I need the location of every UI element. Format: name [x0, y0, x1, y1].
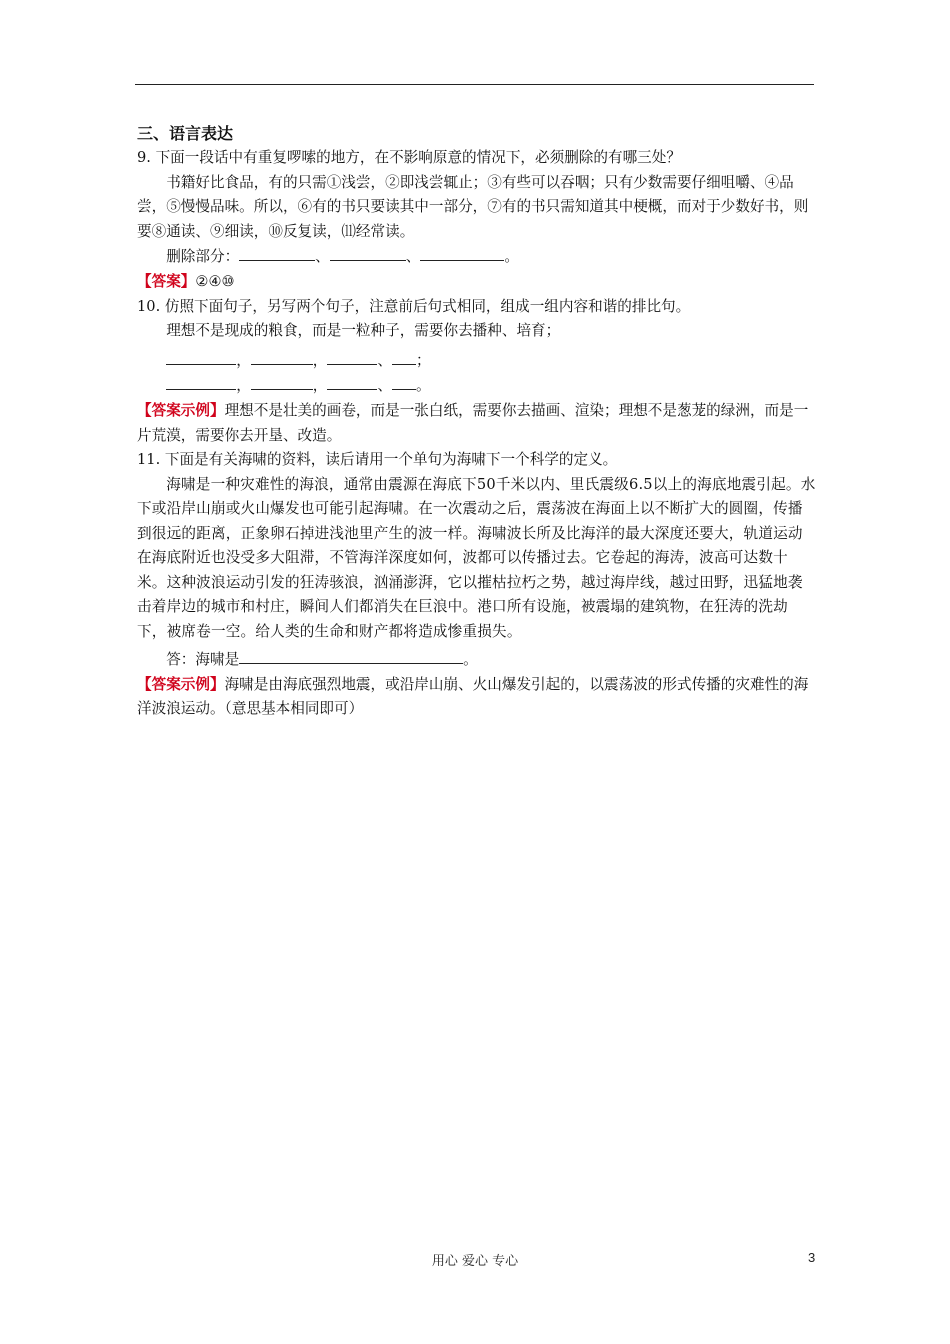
q10-fill-line-1 — [137, 348, 817, 374]
q10-blank[interactable] — [392, 348, 416, 365]
dun-mark: 、 — [377, 377, 393, 395]
q9-answer — [137, 270, 817, 295]
q10-example: 理想不是现成的粮食，而是一粒种子，需要你去播种、培育； — [166, 322, 561, 340]
q10-blank[interactable] — [251, 373, 313, 390]
q11-answer — [137, 673, 817, 722]
q11-passage: 海啸是一种灾难性的海浪，通常由震源在海底下50千米以内、里氏震级6.5以上的海底地震引起。水下或沿岸山崩或火山爆发也可能引起海啸。在一次震动之后，震荡波在海面上以不断扩大的圆圈，传播到很远的距离，正象卵石掉进浅池里产生的波一样。海啸波长所及比海洋的最大深度还要大，轨道运动在海底附近也没受多大阻滞，不管海洋深度如何，波都可以传播过去。它卷起的海涛，波高可达数十米。这种波浪运动引发的狂涛骇浪，汹涌澎湃，它以摧枯拉朽之势，越过海岸线，越过田野，迅猛地袭击着岸边的城市和村庄，瞬间人们都消失在巨浪中。港口所有设施，被震塌的建筑物，在狂涛的洗劫下，被席卷一空。给人类的生命和财产都将造成惨重损失。 — [137, 475, 816, 640]
q9-question: 9. 下面一段话中有重复啰嗦的地方，在不影响原意的情况下，必须删除的有哪三处？ — [137, 149, 681, 166]
q11-answer-text: 海啸是由海底强烈地震，或沿岸山崩、火山爆发引起的，以震荡波的形式传播的灾难性的海洋波浪运动。（意思基本相同即可） — [137, 675, 809, 718]
q10-fill-line-2 — [137, 373, 817, 399]
q10-blank[interactable] — [166, 348, 236, 365]
q10-blank[interactable] — [166, 373, 236, 390]
q11-blank[interactable] — [239, 647, 463, 664]
page-content — [137, 122, 817, 722]
q9-fill-line — [137, 244, 817, 270]
period: 。 — [416, 377, 431, 395]
section-title: 三、语言表达 — [137, 124, 234, 143]
q10-answer — [137, 399, 817, 448]
dun-mark: 、 — [377, 351, 393, 369]
page-number: 3 — [808, 1250, 816, 1265]
q11-question: 11. 下面是有关海啸的资料，读后请用一个单句为海啸下一个科学的定义。 — [137, 451, 618, 469]
q11-fill-line — [137, 647, 817, 673]
q9-passage: 书籍好比食品，有的只需①浅尝，②即浅尝辄止；③有些可以吞咽；只有少数需要仔细咀嚼、④品尝，⑤慢慢品味。所以，⑥有的书只要读其中一部分，⑦有的书只需知道其中梗概，而对于少数好书，则要⑧通读、⑨细读，⑩反复读，⑾经常读。 — [137, 173, 809, 240]
q10-blank[interactable] — [327, 348, 377, 365]
q10-question: 10. 仿照下面句子，另写两个句子，注意前后句式相同，组成一组内容和谐的排比句。 — [137, 297, 691, 315]
answer-tag: 【答案示例】 — [137, 675, 225, 693]
semicolon: ； — [416, 351, 431, 369]
q9-fill-label: 删除部分： — [166, 248, 240, 266]
answer-tag: 【答案示例】 — [137, 401, 225, 419]
period: 。 — [504, 248, 519, 266]
q10-answer-text: 理想不是壮美的画卷，而是一张白纸，需要你去描画、渲染；理想不是葱茏的绿洲，而是一片荒漠，需要你去开垦、改造。 — [137, 401, 809, 444]
separator: 、 — [315, 248, 330, 266]
period: 。 — [463, 651, 478, 669]
q10-blank[interactable] — [392, 373, 416, 390]
separator: 、 — [405, 248, 421, 266]
comma: ， — [312, 351, 328, 369]
q10-blank[interactable] — [327, 373, 377, 390]
q9-blank-2[interactable] — [330, 244, 406, 261]
q10-blank[interactable] — [251, 348, 313, 365]
comma: ， — [236, 351, 251, 369]
comma: ， — [236, 377, 251, 395]
answer-tag: 【答案】 — [137, 272, 196, 290]
comma: ， — [312, 377, 328, 395]
header-rule — [135, 84, 814, 85]
q9-blank-1[interactable] — [239, 244, 315, 261]
q9-answer-text: ②④⑩ — [195, 272, 235, 290]
q9-blank-3[interactable] — [420, 244, 504, 261]
q11-fill-label: 答：海啸是 — [166, 651, 240, 669]
footer-motto: 用心 爱心 专心 — [431, 1254, 519, 1269]
